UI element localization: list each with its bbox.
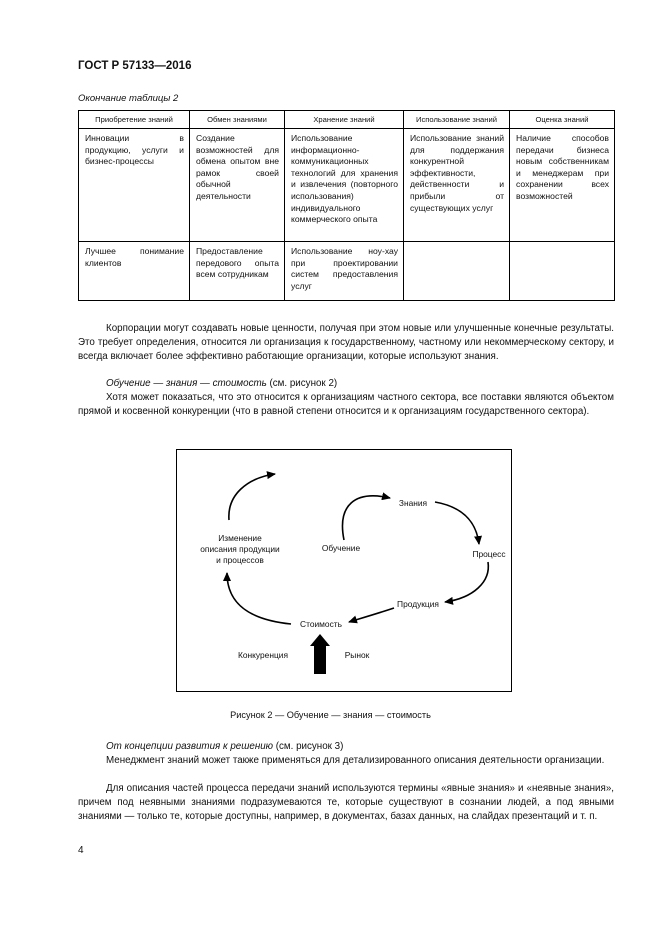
page-number: 4 [78, 845, 84, 856]
table-cell: Использование ноу-хау при проектировании систем предоставления услуг [285, 242, 404, 301]
table-caption: Окончание таблицы 2 [78, 93, 179, 104]
arrow-process-to-production [445, 562, 488, 602]
figure-caption: Рисунок 2 — Обучение — знания — стоимость [230, 710, 431, 720]
table-header-cell: Оценка знаний [510, 111, 615, 129]
paragraph: Менеджмент знаний может также применяться для детализированного описания деятельности организации. [106, 755, 605, 766]
table-cell [510, 242, 615, 301]
label-knowledge: Знания [398, 498, 428, 508]
label-cost: Стоимость [300, 619, 342, 629]
arrow-knowledge-to-process [435, 502, 479, 544]
table-cell: Использование знаний для поддержания конкурентной эффективности, действенности и прибыли от существующих услуг [404, 129, 510, 242]
up-arrow-icon [310, 634, 330, 674]
document-header: ГОСТ Р 57133—2016 [78, 60, 192, 72]
label-learning: Обучение [321, 543, 361, 553]
knowledge-table [78, 110, 615, 301]
label-process: Процесс [472, 549, 506, 559]
paragraph-text: (см. рисунок 3) [273, 741, 344, 752]
table-row [79, 242, 615, 301]
paragraph-heading [78, 377, 614, 391]
paragraph: Корпорации могут создавать новые ценности, получая при этом новые или улучшенные конечные результаты. Это требует определения, относится ли организация к государственному, частному или некоммерческому сектору, и всегда включает более эффективно работающие организации, которые используют знания. [78, 323, 614, 362]
table-header-row [79, 111, 615, 129]
paragraph: Для описания частей процесса передачи знаний используются термины «явные знания» и «неявные знания», причем под неявными знаниями подразумеваются те, которые существуют в сознании людей, а под явными знаниями — только те, которые доступны, например, в документах, базах данных, на слайдах презентаций и т. п. [78, 783, 614, 822]
table-header-cell: Обмен знаниями [190, 111, 285, 129]
label-market: Рынок [344, 650, 370, 660]
table-header-cell: Использование знаний [404, 111, 510, 129]
table-cell: Предоставление передового опыта всем сотрудникам [190, 242, 285, 301]
arrow-cost-to-change [227, 573, 291, 624]
table-cell: Создание возможностей для обмена опытом вне рамок своей обычной деятельности [190, 129, 285, 242]
label-production: Продукция [397, 599, 439, 609]
table-header-cell: Приобретение знаний [79, 111, 190, 129]
label-change: Изменение [218, 533, 262, 543]
table-header-cell: Хранение знаний [285, 111, 404, 129]
table-cell: Инновации в продукцию, услуги и бизнес-процессы [79, 129, 190, 242]
label-change: описания продукции [200, 544, 280, 554]
arrow-change-to-top [229, 474, 275, 520]
paragraph-text: (см. рисунок 2) [266, 378, 338, 389]
label-change: и процессов [216, 555, 264, 565]
paragraph-heading [78, 740, 614, 754]
figure-frame [176, 449, 512, 692]
label-competition: Конкуренция [238, 650, 288, 660]
arrow-learning-to-knowledge [343, 496, 390, 540]
paragraph: Хотя может показаться, что это относится к организациям частного сектора, все поставки являются объектом прямой и косвенной конкуренции (что в равной степени относится и к организациям государственного сектора). [78, 392, 614, 417]
table-cell: Лучшее понимание клиентов [79, 242, 190, 301]
table-cell: Наличие способов передачи бизнеса новым собственникам и менеджерам при сохранении всех возможностей [510, 129, 615, 242]
italic-phrase: Обучение — знания — стоимость [106, 378, 267, 389]
cycle-diagram [177, 450, 510, 690]
italic-phrase: От концепции развития к решению [106, 741, 274, 752]
table-row [79, 129, 615, 242]
arrow-production-to-cost [349, 608, 394, 622]
table-cell: Использование информационно-коммуникационных технологий для хранения и извлечения (повторного использования) индивидуального коммерческого опыта [285, 129, 404, 242]
table-cell [404, 242, 510, 301]
